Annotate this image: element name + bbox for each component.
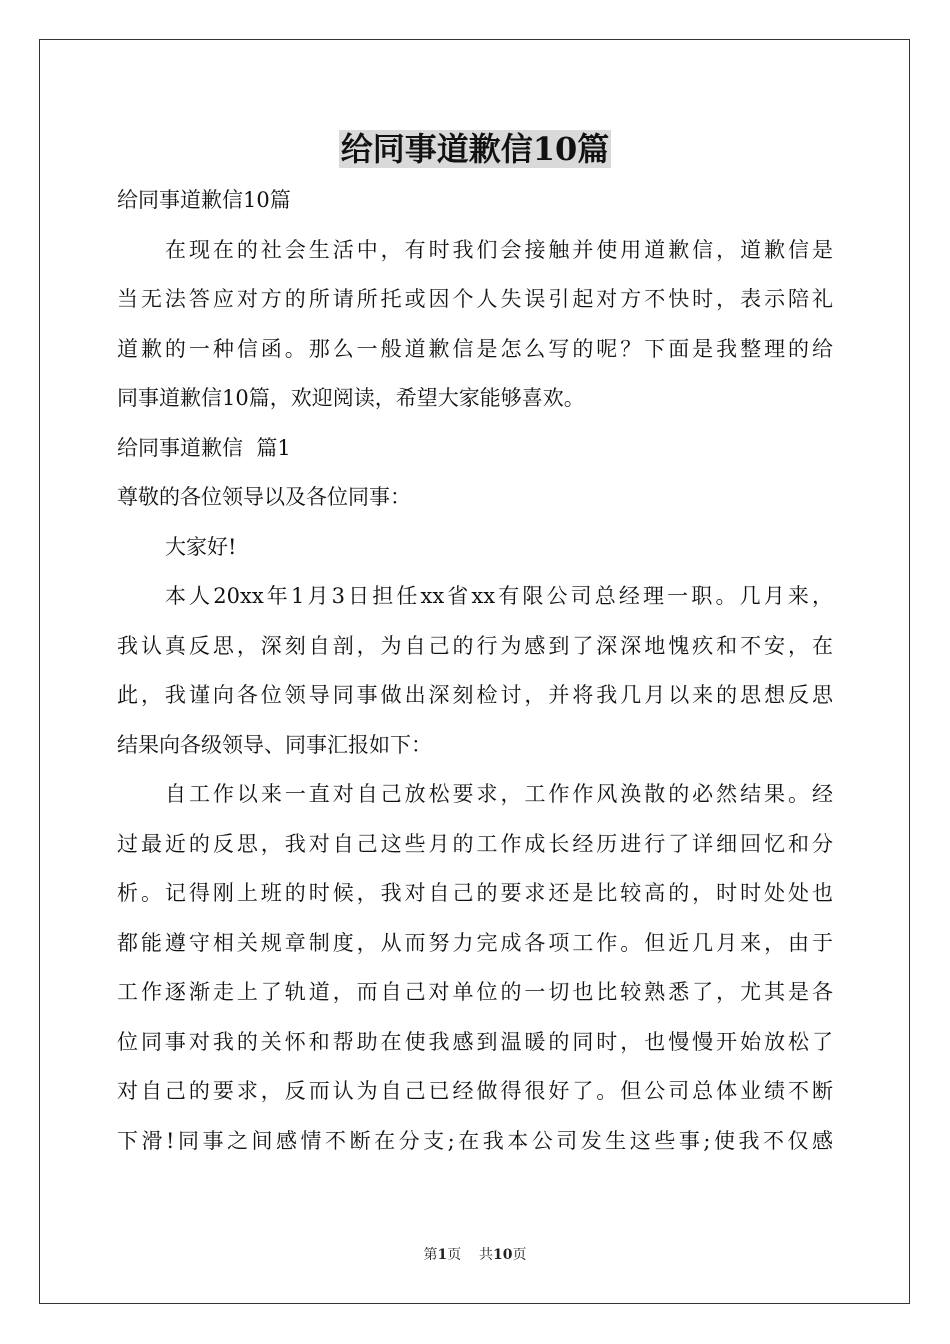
document-subtitle: 给同事道歉信10篇 xyxy=(117,188,291,212)
document-title xyxy=(0,127,950,171)
footer-page-total: 10 xyxy=(493,1247,513,1263)
document-body xyxy=(117,176,833,1166)
para2-line-1: 自工作以来一直对自己放松要求，工作作风涣散的必然结果。经 xyxy=(165,782,833,806)
intro-paragraph xyxy=(117,226,833,424)
para2-line-6: 位同事对我的关怀和帮助在使我感到温暖的同时，也慢慢开始放松了 xyxy=(117,1029,833,1054)
footer-prefix: 第 xyxy=(423,1247,438,1263)
intro-line-4: 同事道歉信10篇，欢迎阅读，希望大家能够喜欢。 xyxy=(117,386,585,410)
page-footer xyxy=(0,1245,950,1265)
intro-line-2: 当无法答应对方的所请所托或因个人失误引起对方不快时，表示陪礼 xyxy=(117,287,833,311)
document-title-text: 给同事道歉信10篇 xyxy=(340,130,610,168)
paragraph-2 xyxy=(117,770,833,1166)
salutation: 尊敬的各位领导以及各位同事： xyxy=(117,485,411,509)
para2-line-7: 对自己的要求，反而认为自己已经做得很好了。但公司总体业绩不断 xyxy=(117,1079,833,1103)
footer-page-number: 1 xyxy=(437,1247,448,1263)
para1-line-4: 结果向各级领导、同事汇报如下： xyxy=(117,732,432,757)
footer-mid: 页 共 xyxy=(447,1247,494,1263)
intro-line-3: 道歉的一种信函。那么一般道歉信是怎么写的呢？下面是我整理的给 xyxy=(117,336,833,361)
greeting: 大家好! xyxy=(165,534,237,559)
para2-line-2: 过最近的反思，我对自己这些月的工作成长经历进行了详细回忆和分 xyxy=(117,831,833,856)
para2-line-4: 都能遵守相关规章制度，从而努力完成各项工作。但近几月来，由于 xyxy=(117,930,833,955)
para2-line-8: 下滑!同事之间感情不断在分支;在我本公司发生这些事;使我不仅感 xyxy=(117,1128,833,1153)
para1-line-1: 本人20xx年1月3日担任xx省xx有限公司总经理一职。几月来， xyxy=(165,584,833,608)
paragraph-1 xyxy=(117,572,833,770)
intro-line-1: 在现在的社会生活中，有时我们会接触并使用道歉信，道歉信是 xyxy=(165,237,833,262)
footer-suffix: 页 xyxy=(512,1247,527,1263)
para2-line-5: 工作逐渐走上了轨道，而自己对单位的一切也比较熟悉了，尤其是各 xyxy=(117,980,833,1004)
para1-line-3: 此，我谨向各位领导同事做出深刻检讨，并将我几月以来的思想反思 xyxy=(117,683,833,707)
para1-line-2: 我认真反思，深刻自剖，为自己的行为感到了深深地愧疚和不安，在 xyxy=(117,633,833,658)
section-heading: 给同事道歉信 篇1 xyxy=(117,435,291,460)
para2-line-3: 析。记得刚上班的时候，我对自己的要求还是比较高的，时时处处也 xyxy=(117,881,833,905)
